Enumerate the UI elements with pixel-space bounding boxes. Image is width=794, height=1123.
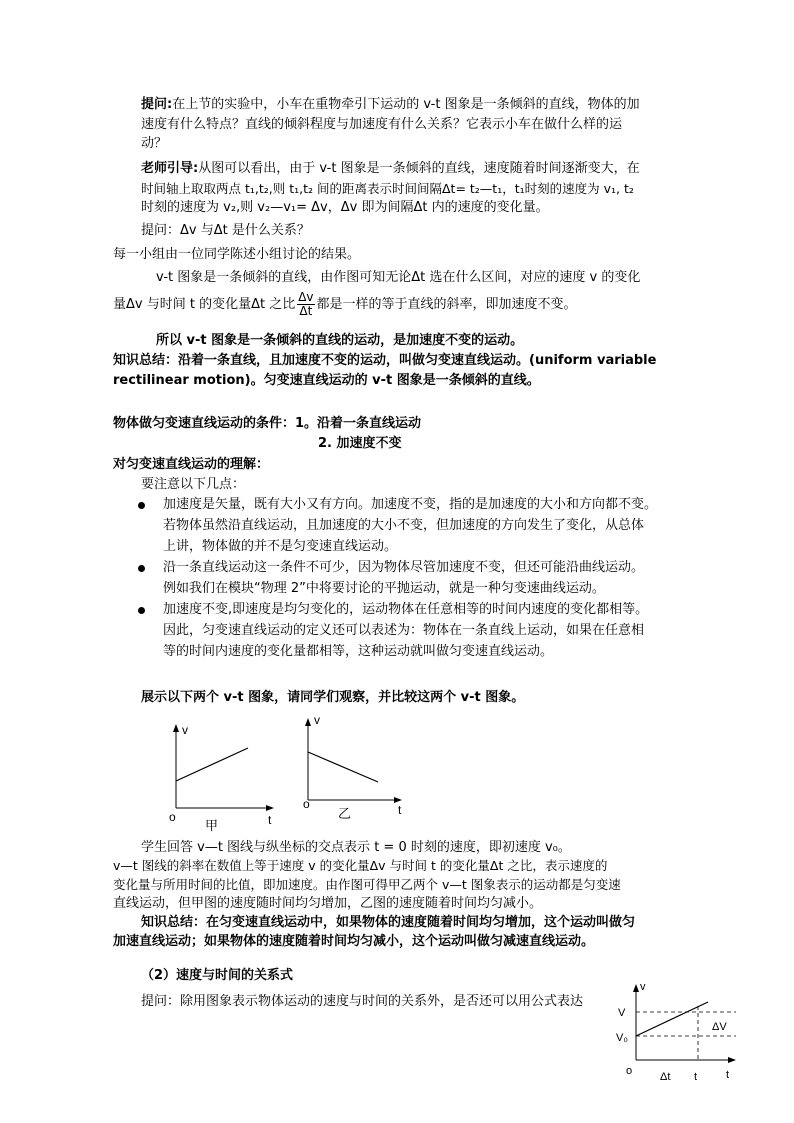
conditions-line-2: 2. 加速度不变 [318,436,402,451]
question-1-line-3: 动？ [141,136,168,151]
question-3: 提问：除用图象表示物体运动的速度与时间的关系外，是否还可以用公式表达 [141,994,584,1009]
vt-graph-jia [160,718,290,833]
delta-t-label: Δt [660,1071,671,1083]
question-label: 提问: [141,97,173,112]
t-axis-label: t [268,813,272,827]
v-axis-label: v [314,713,320,727]
teacher-guide-line-2: 时间轴上取取两点 t₁,t₂,则 t₁,t₂ 间的距离表示时间间隔Δt= t₂—t₁，t₁时刻的速度为 v₁, t₂ [141,181,634,196]
vt-graph-velocity-relation [612,978,742,1084]
attention-intro: 要注意以下几点： [141,477,246,492]
teacher-guide-line-1: 老师引导:从图可以看出，由于 v-t 图象是一条倾斜的直线，速度随着时间逐渐变大，在 [141,161,640,176]
t-mark-label: t [694,1071,698,1083]
v-label: V [618,1007,626,1019]
bullet-1-line-3: 上讲，物体做的并不是匀变速直线运动。 [163,539,398,554]
bullet-dot [138,502,145,509]
x-axis-arrow [266,805,274,811]
bullet-dot [138,565,145,572]
group-statement: 每一小组由一位同学陈述小组讨论的结果。 [113,247,361,262]
bullet-3-line-2: 因此，匀变速直线运动的定义还可以表述为：物体在一条直线上运动，如果在任意相 [163,623,645,638]
show-graphs-prompt: 展示以下两个 v-t 图象，请同学们观察，并比较这两个 v-t 图象。 [141,690,525,705]
graph-name-yi: 乙 [338,806,352,821]
delta-v-label: ΔV [712,1021,727,1033]
student-answer-line-3: 变化量与所用时间的比值，即加速度。由作图可得甲乙两个 v—t 图象表示的运动都是匀变速 [113,877,621,892]
question-2: 提问：Δv 与Δt 是什么关系？ [141,223,310,238]
section-heading-velocity-time: （2）速度与时间的关系式 [141,968,294,983]
conclusion-statement: 所以 v-t 图象是一条倾斜的直线的运动，是加速度不变的运动。 [156,333,524,348]
conditions-line-1: 物体做匀变速直线运动的条件：1。沿着一条直线运动 [113,416,422,431]
knowledge-summary-1-line-1: 知识总结：沿着一条直线，且加速度不变的运动，叫做匀变速直线运动。(uniform variable [113,353,657,368]
understanding-heading: 对匀变速直线运动的理解： [113,457,270,472]
y-axis-arrow [633,984,639,992]
vt-explanation-line-2: 量Δv 与时间 t 的变化量Δt 之比 $\frac{\Delta v}{\Delta t}$ 都是一样的等于直线的斜率，即加速度不变。 [113,290,577,318]
origin-label: o [169,810,176,824]
delta-v-over-delta-t-fraction: $\frac{\Delta v}{\Delta t}$ [298,290,314,318]
teacher-guide-line-3: 时刻的速度为 v₂,则 v₂—v₁= Δv，Δv 即为间隔Δt 内的速度的变化量。 [141,200,549,215]
student-answer-line-2: v—t 图线的斜率在数值上等于速度 v 的变化量Δv 与时间 t 的变化量Δt 之比，表示速度的 [113,858,608,873]
origin-label: o [626,1065,633,1077]
bullet-2-line-1: 沿一条直线运动这一条件不可少，因为物体尽管加速度不变，但还可能沿曲线运动。 [163,560,645,575]
v-axis-label: v [640,981,646,993]
bullet-3-line-3: 等的时间内速度的变化量都相等，这种运动就叫做匀变速直线运动。 [163,644,554,659]
bullet-dot [138,607,145,614]
graph-name-jia: 甲 [205,818,219,833]
bullet-2-line-2: 例如我们在模块“物理 2”中将要讨论的平抛运动，就是一种匀变速曲线运动。 [163,581,605,596]
t-axis-label: t [726,1069,730,1081]
knowledge-summary-2-line-1: 知识总结：在匀变速直线运动中，如果物体的速度随着时间均匀增加，这个运动叫做匀 [141,915,636,930]
bullet-1-line-2: 若物体虽然沿直线运动，且加速度的大小不变，但加速度的方向发生了变化，从总体 [163,518,645,533]
bullet-3-line-1: 加速度不变,即速度是均匀变化的，运动物体在任意相等的时间内速度的变化都相等。 [163,602,649,617]
velocity-line [636,1002,708,1036]
t-axis-label: t [398,803,402,817]
knowledge-summary-2-line-2: 加速直线运动；如果物体的速度随着时间均匀减小，这个运动叫做匀减速直线运动。 [113,934,595,949]
decreasing-velocity-line [308,752,378,782]
x-axis-arrow [728,1057,736,1063]
knowledge-summary-1-line-2: rectilinear motion)。匀变速直线运动的 v-t 图象是一条倾斜的直线。 [113,373,540,388]
v-axis-label: v [182,723,188,737]
teacher-guide-label: 老师引导: [141,161,199,176]
y-axis-arrow [173,724,179,732]
vt-explanation-line-1: v-t 图象是一条倾斜的直线，由作图可知无论Δt 选在什么区间，对应的速度 v 的变化 [156,270,641,285]
student-answer-line-1: 学生回答 v—t 图线与纵坐标的交点表示 t = 0 时刻的速度，即初速度 v₀。 [141,840,571,855]
vt-graph-yi [296,710,416,825]
increasing-velocity-line [176,748,248,781]
origin-label: o [303,797,310,811]
question-1-line-2: 速度有什么特点？直线的倾斜程度与加速度有什么关系？它表示小车在做什么样的运 [141,117,623,132]
student-answer-line-4: 直线运动，但甲图的速度随时间均匀增加，乙图的速度随着时间均匀减小。 [113,896,543,911]
bullet-1-line-1: 加速度是矢量，既有大小又有方向。加速度不变，指的是加速度的大小和方向都不变。 [163,497,658,512]
question-1-line-1: 提问:在上节的实验中，小车在重物牵引下运动的 v-t 图象是一条倾斜的直线，物体的加 [141,97,640,112]
v0-label: V₀ [616,1032,628,1044]
y-axis-arrow [305,718,311,726]
